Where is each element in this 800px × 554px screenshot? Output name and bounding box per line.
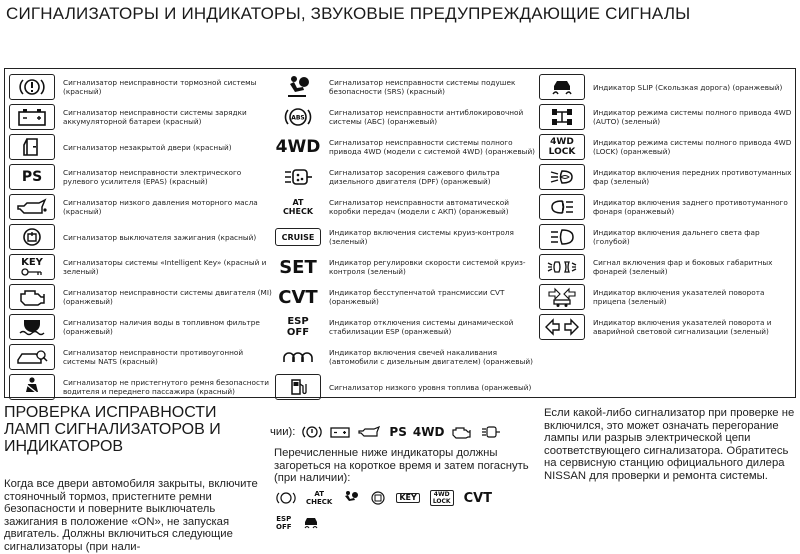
turn-hazard-icon — [539, 314, 585, 340]
row-description: Индикатор включения указателей поворота и аварийной световой сигнализации (зеленый) — [593, 318, 772, 336]
airbag-icon — [275, 74, 321, 100]
parking-lights-icon — [539, 254, 585, 280]
4wd-label: 4WD — [433, 491, 450, 498]
abs-icon — [275, 104, 321, 130]
row-description: Сигнализатор неисправности электрического рулевого усилителя (EPAS) (красный) — [63, 168, 242, 186]
4wd-lock-icon — [430, 490, 454, 506]
battery-icon — [329, 425, 351, 439]
at-check-icon — [275, 194, 321, 220]
row-description: Сигнализатор выключателя зажигания (красный) — [63, 232, 257, 242]
table-row — [539, 313, 795, 341]
set-icon: SET — [279, 256, 317, 278]
ignition-icon — [370, 490, 386, 506]
row-description: Сигнализатор неисправности антиблокировочной системы (АБС) (оранжевый) — [329, 108, 524, 126]
row-description: Индикатор режима системы полного привода 4WD (LOCK) (оранжевый) — [593, 138, 792, 156]
seatbelt-icon — [9, 374, 55, 400]
abs-icon — [276, 490, 296, 506]
esp-label: ESP — [287, 316, 309, 327]
table-row — [9, 343, 273, 371]
row-description: Индикатор включения дальнего света фар (голубой) — [593, 228, 760, 246]
table-row — [9, 103, 273, 131]
table-row — [275, 283, 537, 311]
row-description: Индикатор включения указателей поворота прицепа (зеленый) — [593, 288, 765, 306]
table-row — [9, 223, 273, 251]
battery-icon — [9, 104, 55, 130]
svg-text:ABS: ABS — [291, 114, 305, 122]
airbag-icon — [342, 490, 360, 506]
dpf-icon — [480, 425, 502, 439]
at-check-icon — [306, 490, 332, 506]
row-description: Сигнализатор наличия воды в топливном фильтре (оранжевый) — [63, 318, 260, 336]
key-icon — [9, 254, 55, 280]
esp-label: ESP — [276, 515, 292, 523]
table-row — [9, 373, 273, 401]
indicator-table — [4, 68, 796, 398]
row-description: Сигнализаторы системы «Intelligent Key» (красный и зеленый) — [63, 258, 267, 276]
fuel-icon — [275, 374, 321, 400]
lock-label: LOCK — [548, 147, 576, 157]
inline-icon-list — [270, 424, 502, 440]
glow-plug-icon — [275, 344, 321, 370]
engine-icon — [9, 284, 55, 310]
table-row — [9, 253, 273, 281]
row-description: Сигнализатор неисправности автоматической коробки передач (модели с АКП) (оранжевый) — [329, 198, 509, 216]
row-description: Сигнализатор неисправности тормозной системы (красный) — [63, 78, 257, 96]
table-row — [275, 343, 537, 371]
oil-pressure-icon — [9, 194, 55, 220]
table-row — [9, 163, 273, 191]
row-description: Сигнализатор неисправности противоугонной системы NATS (красный) — [63, 348, 244, 366]
row-description: Индикатор регулировки скорости системой круиз-контроля (зеленый) — [329, 258, 526, 276]
table-row — [539, 193, 795, 221]
brief-indicator-icons-row-2 — [276, 515, 320, 531]
4wd-icon: 4WD — [275, 137, 321, 157]
at-label: AT — [314, 490, 324, 498]
rear-fog-icon — [539, 194, 585, 220]
off-label: OFF — [286, 327, 310, 338]
table-row — [9, 133, 273, 161]
table-row — [275, 163, 537, 191]
paragraph-malfunction-note: Если какой-либо сигнализатор при проверке не включился, это может означать перегорание лампы или разрыв электрической цепи соответствующего сигнализатора. Обратитесь на сервисную станцию официального дилера NISSAN для проверки и ремонта системы. — [544, 407, 795, 482]
ps-icon: PS — [389, 425, 407, 439]
dpf-icon — [275, 164, 321, 190]
table-row — [539, 163, 795, 191]
high-beam-icon — [539, 224, 585, 250]
brake-warning-icon — [9, 74, 55, 100]
row-description: Индикатор бесступенчатой трансмиссии CVT (оранжевый) — [329, 288, 505, 306]
key-icon: KEY — [396, 493, 419, 503]
table-row — [275, 223, 537, 251]
row-description: Сигнал включения фар и боковых габаритных фонарей (зеленый) — [593, 258, 773, 276]
engine-icon — [450, 425, 474, 439]
slip-icon — [302, 515, 320, 531]
4wd-label: 4WD — [550, 137, 574, 147]
table-row — [275, 253, 537, 281]
cvt-icon: CVT — [463, 490, 493, 506]
front-fog-icon — [539, 164, 585, 190]
table-row — [9, 193, 273, 221]
water-in-fuel-icon — [9, 314, 55, 340]
table-row — [275, 133, 537, 161]
brake-warning-icon — [301, 424, 323, 440]
oil-pressure-icon — [357, 425, 383, 439]
row-description: Сигнализатор неисправности системы подушек безопасности (SRS) (красный) — [329, 78, 516, 96]
esp-off-icon — [275, 314, 321, 340]
security-car-icon — [9, 344, 55, 370]
row-description: Индикатор включения заднего противотуманного фонаря (оранжевый) — [593, 198, 788, 216]
page-title: СИГНАЛИЗАТОРЫ И ИНДИКАТОРЫ, ЗВУКОВЫЕ ПРЕДУПРЕЖДАЮЩИЕ СИГНАЛЫ — [6, 4, 691, 23]
table-row — [539, 73, 795, 101]
paragraph-brief-indicators: Перечисленные ниже индикаторы должны загореться на короткое время и затем погаснуть (при наличии): — [274, 447, 529, 485]
row-description: Индикатор отключения системы динамической стабилизации ESP (оранжевый) — [329, 318, 514, 336]
ignition-icon — [9, 224, 55, 250]
table-row — [539, 253, 795, 281]
cvt-icon: CVT — [278, 286, 318, 308]
row-description: Сигнализатор незакрытой двери (красный) — [63, 142, 232, 152]
paragraph-check-procedure: Когда все двери автомобиля закрыты, включите стояночный тормоз, пристегните ремни безопасности и поверните выключатель зажигания в положение «ON», не запуская двигатель. Должны включиться следующие сигнализаторы (при нали- — [4, 478, 258, 553]
off-label: OFF — [276, 523, 292, 531]
4wd-lock-icon — [539, 134, 585, 160]
door-open-icon — [9, 134, 55, 160]
at-label: AT — [292, 198, 304, 207]
trailer-turn-icon — [539, 284, 585, 310]
4wd-icon: 4WD — [412, 425, 445, 439]
table-row — [9, 283, 273, 311]
row-description: Индикатор включения свечей накаливания (автомобили с дизельным двигателем) (оранжевый) — [329, 348, 533, 366]
4wd-auto-icon — [539, 104, 585, 130]
row-description: Сигнализатор низкого давления моторного масла (красный) — [63, 198, 258, 216]
brief-indicator-icons-row-1 — [276, 490, 492, 506]
table-row — [275, 373, 537, 401]
table-row — [275, 73, 537, 101]
row-description: Индикатор включения передних противотуманных фар (зеленый) — [593, 168, 792, 186]
check-label: CHECK — [306, 498, 333, 506]
ps-icon: PS — [9, 164, 55, 190]
table-row — [539, 223, 795, 251]
row-description: Индикатор SLIP (Скользкая дорога) (оранжевый) — [593, 82, 783, 92]
cruise-icon: CRUISE — [275, 228, 321, 246]
esp-off-icon — [276, 515, 292, 531]
table-row — [539, 133, 795, 161]
row-description: Сигнализатор низкого уровня топлива (оранжевый) — [329, 382, 532, 392]
row-description: Индикатор включения системы круиз-контроля (зеленый) — [329, 228, 514, 246]
table-row — [539, 283, 795, 311]
row-description: Сигнализатор неисправности системы полного привода 4WD (модели с системой 4WD) (оранжевый) — [329, 138, 536, 156]
lock-label: LOCK — [432, 498, 451, 505]
check-label: CHECK — [282, 207, 314, 216]
row-description: Индикатор режима системы полного привода 4WD (AUTO) (зеленый) — [593, 108, 792, 126]
table-row — [275, 313, 537, 341]
section-heading: ПРОВЕРКА ИСПРАВНОСТИ ЛАМП СИГНАЛИЗАТОРОВ И ИНДИКАТОРОВ — [4, 404, 221, 455]
row-description: Сигнализатор неисправности системы двигателя (MI) (оранжевый) — [63, 288, 272, 306]
row-description: Сигнализатор неисправности системы зарядки аккумуляторной батареи (красный) — [63, 108, 247, 126]
table-row — [275, 193, 537, 221]
row-description: Сигнализатор не пристегнутого ремня безопасности водителя и переднего пассажира (красный) — [63, 378, 270, 396]
table-row — [9, 313, 273, 341]
slip-icon — [539, 74, 585, 100]
inline-prefix: чии): — [270, 426, 296, 438]
table-row — [9, 73, 273, 101]
table-row — [275, 103, 537, 131]
key-label: KEY — [21, 257, 43, 268]
row-description: Сигнализатор засорения сажевого фильтра дизельного двигателя (DPF) (оранжевый) — [329, 168, 500, 186]
table-row — [539, 103, 795, 131]
